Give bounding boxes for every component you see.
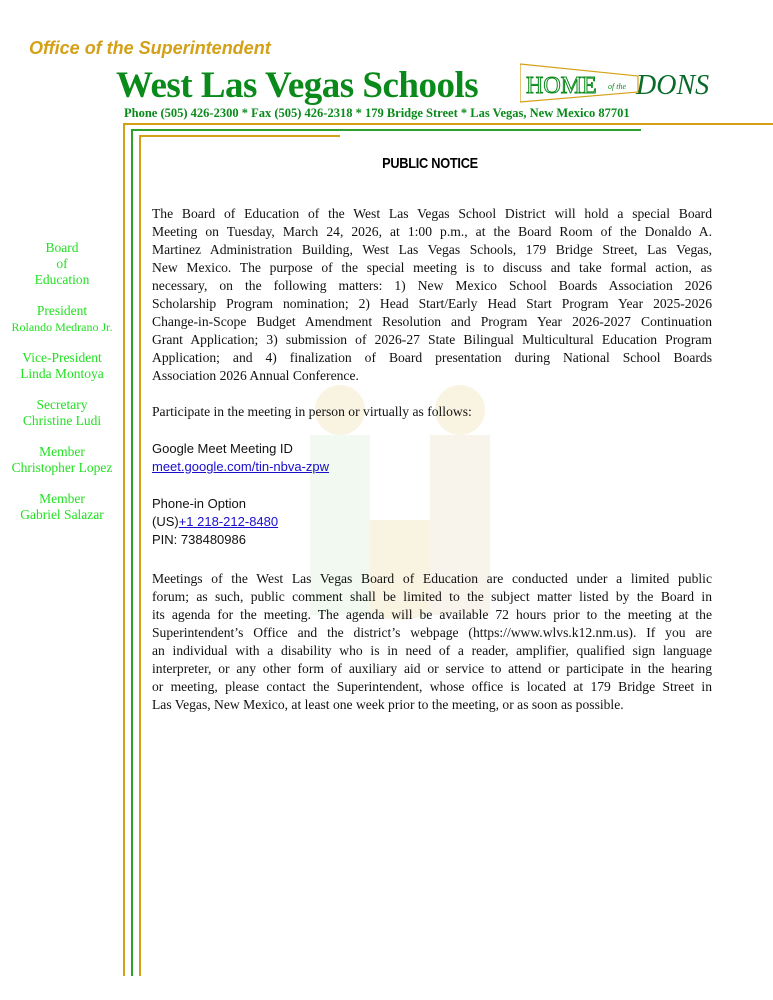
svg-text:of the: of the (608, 82, 626, 91)
text-line: Application; and 4) finalization of Board presentation during National School Boards (152, 350, 712, 365)
text-line: or meeting, please contact the Superintendent, whose office is located at 179 Bridge Street in (152, 679, 712, 694)
phone-link[interactable]: +1 218-212-8480 (178, 514, 279, 529)
board-sidebar (0, 240, 124, 538)
member-name: Christopher Lopez (11, 460, 113, 475)
board-member (0, 303, 124, 335)
member-role: Vice-President (22, 350, 102, 365)
notice-paragraph-1 (152, 205, 712, 385)
meet-label: Google Meet Meeting ID (152, 441, 293, 456)
member-name: Gabriel Salazar (20, 507, 104, 522)
contact-line: Phone (505) 426-2300 * Fax (505) 426-2318 * 179 Bridge Street * Las Vegas, New Mexico 87701 (124, 106, 630, 120)
meet-block (152, 440, 329, 476)
text-line: an individual with a disability who is in need of a reader, amplifier, qualified sign language (152, 643, 712, 658)
member-role: Member (39, 444, 85, 459)
text-line: New Mexico. The purpose of the special meeting is to discuss and take formal action, as (152, 260, 712, 275)
gold-rule-left-inner (139, 135, 141, 976)
notice-title: PUBLIC NOTICE (382, 155, 478, 172)
member-role: President (36, 303, 88, 318)
sidebar-heading: Board (45, 240, 79, 255)
sidebar-heading: Education (34, 272, 90, 287)
text-line: Superintendent’s Office and the district’s webpage (https://www.wlvs.k12.nm.us). If you are (152, 625, 712, 640)
sidebar-heading: of (56, 256, 68, 271)
office-title: Office of the Superintendent (29, 38, 271, 58)
text-line: Martinez Administration Building, West Las Vegas Schools, 179 Bridge Street, Las Vegas, (152, 242, 712, 257)
gold-rule-inner (139, 135, 340, 137)
phone-block (152, 495, 278, 549)
school-name: West Las Vegas Schools (116, 65, 479, 106)
svg-text:DONS: DONS (636, 70, 710, 101)
board-member (0, 350, 124, 382)
text-line: Las Vegas, New Mexico, at least one week prior to the meeting, or as soon as possible. (152, 697, 624, 712)
green-rule-left (131, 129, 133, 976)
text-line: necessary, on the following matters: 1) New Mexico School Boards Association 2026 (152, 278, 712, 293)
participate-text: Participate in the meeting in person or virtually as follows: (152, 404, 472, 419)
member-name: Rolando Medrano Jr. (11, 320, 113, 334)
home-of-the-dons-logo (520, 62, 730, 104)
phone-prefix: (US) (152, 514, 179, 529)
text-line: The Board of Education of the West Las Vegas School District will hold a special Board (152, 206, 712, 221)
phone-label: Phone-in Option (152, 496, 246, 511)
member-role: Secretary (36, 397, 88, 412)
gold-rule-top (123, 123, 773, 125)
board-member (0, 444, 124, 476)
member-role: Member (39, 491, 85, 506)
meet-link[interactable]: meet.google.com/tin-nbva-zpw (152, 459, 330, 474)
text-line: interpreter, or any other form of auxiliary aid or service to attend or participate in the hearing (152, 661, 712, 676)
text-line: Meetings of the West Las Vegas Board of Education are conducted under a limited public (152, 571, 712, 586)
text-line: forum; as such, public comment shall be limited to the subject matter listed by the Board in (152, 589, 712, 604)
member-name: Christine Ludi (22, 413, 102, 428)
board-member (0, 491, 124, 523)
text-line: its agenda for the meeting. The agenda will be available 72 hours prior to the meeting at the (152, 607, 712, 622)
notice-paragraph-2 (152, 570, 712, 714)
member-name: Linda Montoya (20, 366, 104, 381)
text-line: Meeting on Tuesday, March 24, 2026, at 1:00 p.m., at the Board Room of the Donaldo A. (152, 224, 712, 239)
pin: PIN: 738480986 (152, 532, 246, 547)
text-line: Association 2026 Annual Conference. (152, 368, 359, 383)
text-line: Change-in-Scope Budget Amendment Resolution and Program Year 2026-2027 Continuation (152, 314, 712, 329)
text-line: Scholarship Program nomination; 2) Head Start/Early Head Start Program Year 2025-2026 (152, 296, 712, 311)
board-member (0, 397, 124, 429)
green-rule-top (131, 129, 641, 131)
svg-text:HOME: HOME (526, 73, 597, 99)
text-line: Grant Application; 3) submission of 2026-27 State Bilingual Multicultural Education Program (152, 332, 712, 347)
